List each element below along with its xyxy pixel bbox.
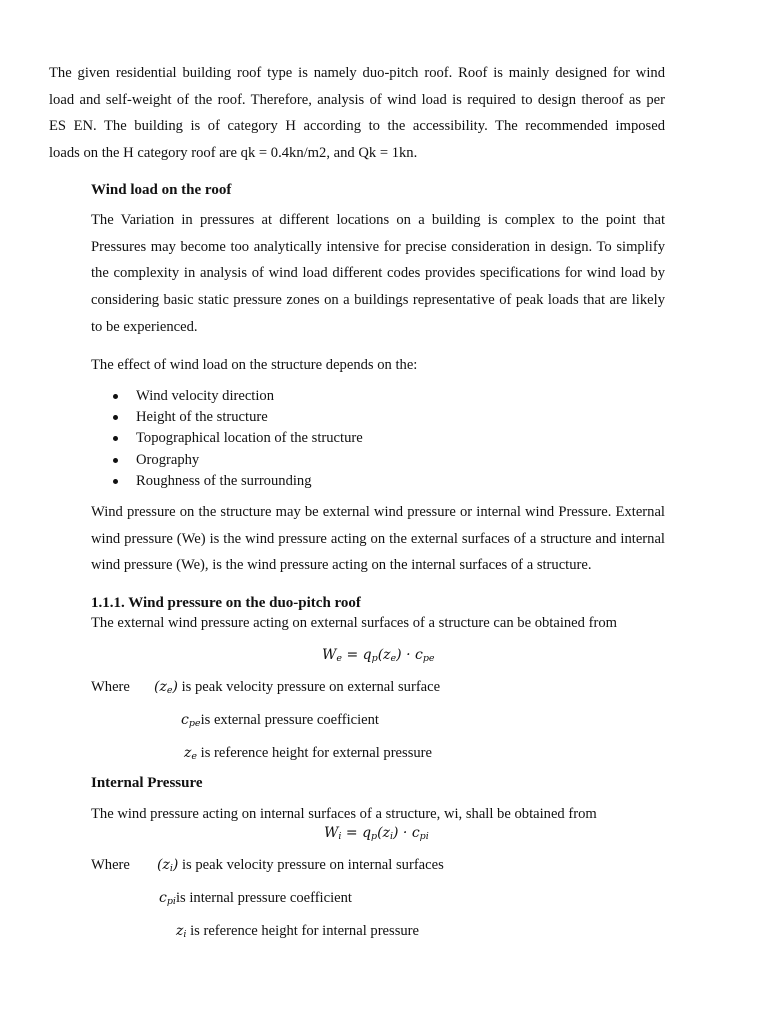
list-item [113, 428, 363, 449]
internal-pressure-heading: Internal Pressure [91, 775, 203, 791]
external-pressure-equation: $W_e = q_p(z_e) \cdot c_{pe}$ [322, 647, 435, 664]
pressure-line: wind pressure (We), is the wind pressure acting on the internal surfaces of a structure. [91, 557, 592, 574]
internal-pressure-equation: $W_i = q_p(z_i) \cdot c_{pi}$ [324, 825, 429, 842]
bullet-icon [113, 458, 118, 463]
internal-def-velocity [157, 855, 444, 879]
intro-paragraph [49, 60, 665, 167]
external-def-velocity [154, 677, 440, 701]
wind-load-line: considering basic static pressure zones on a buildings representative of peak loads that are likely [91, 292, 665, 309]
math-symbol: $(z_e)$ [154, 679, 178, 696]
list-item [113, 407, 363, 428]
list-item-label: Roughness of the surrounding [136, 472, 312, 489]
math-symbol: $z_i$ [176, 923, 187, 940]
bullet-icon [113, 415, 118, 420]
wind-factors-list [113, 386, 363, 492]
list-item [113, 386, 363, 407]
internal-def-height [176, 921, 419, 945]
wind-load-heading: Wind load on the roof [91, 182, 232, 198]
definition-text: is peak velocity pressure on internal surfaces [178, 857, 444, 873]
duo-pitch-heading: 1.1.1. Wind pressure on the duo-pitch roof [91, 595, 361, 611]
list-item-label: Height of the structure [136, 409, 268, 426]
definition-text: is reference height for external pressure [197, 745, 433, 761]
external-def-coefficient [181, 710, 379, 734]
math-symbol: $c_{pi}$ [159, 890, 176, 907]
where-label: Where [91, 857, 130, 873]
definition-text: is internal pressure coefficient [175, 890, 352, 906]
intro-line: loads on the H category roof are qk = 0.4kn/m2, and Qk = 1kn. [49, 145, 418, 162]
internal-pressure-intro: The wind pressure acting on internal surfaces of a structure, wi, shall be obtained from [91, 806, 597, 822]
math-symbol: $(z_i)$ [157, 857, 179, 874]
external-def-height [184, 743, 432, 767]
pressure-line: Wind pressure on the structure may be external wind pressure or internal wind Pressure. External [91, 504, 665, 520]
duo-pitch-intro: The external wind pressure acting on external surfaces of a structure can be obtained from [91, 615, 617, 631]
wind-load-line: The Variation in pressures at different locations on a building is complex to the point that [91, 212, 665, 228]
wind-load-line: the complexity in analysis of wind load different codes provides specifications for wind load by [91, 265, 665, 282]
effect-intro: The effect of wind load on the structure depends on the: [91, 357, 418, 373]
definition-text: is external pressure coefficient [200, 712, 379, 728]
list-item-label: Wind velocity direction [136, 388, 275, 404]
bullet-icon [113, 394, 118, 399]
wind-load-line: to be experienced. [91, 318, 198, 335]
intro-line: load and self-weight of the roof. Therefore, analysis of wind load is required to design theroof as per [49, 91, 665, 108]
definition-text: is reference height for internal pressure [186, 923, 420, 939]
pressure-line: wind pressure (We) is the wind pressure acting on the external surfaces of a structure and internal [91, 530, 665, 547]
internal-def-coefficient [159, 888, 352, 912]
wind-load-paragraph [91, 207, 665, 340]
intro-line: ES EN. The building is of category H according to the accessibility. The recommended imposed [49, 118, 665, 135]
math-symbol: $z_e$ [184, 745, 198, 762]
math-symbol: $c_{pe}$ [181, 712, 201, 729]
list-item [113, 450, 363, 471]
list-item [113, 471, 363, 492]
bullet-icon [113, 436, 118, 441]
where-label: Where [91, 679, 130, 695]
pressure-paragraph [91, 499, 665, 579]
bullet-icon [113, 479, 118, 484]
list-item-label: Orography [136, 451, 200, 468]
list-item-label: Topographical location of the structure [136, 430, 363, 447]
intro-line: The given residential building roof type is namely duo-pitch roof. Roof is mainly designed for wind [49, 65, 665, 81]
definition-text: is peak velocity pressure on external surface [177, 679, 441, 695]
wind-load-line: Pressures may become too analytically intensive for precise consideration in design. To simplify [91, 238, 665, 255]
